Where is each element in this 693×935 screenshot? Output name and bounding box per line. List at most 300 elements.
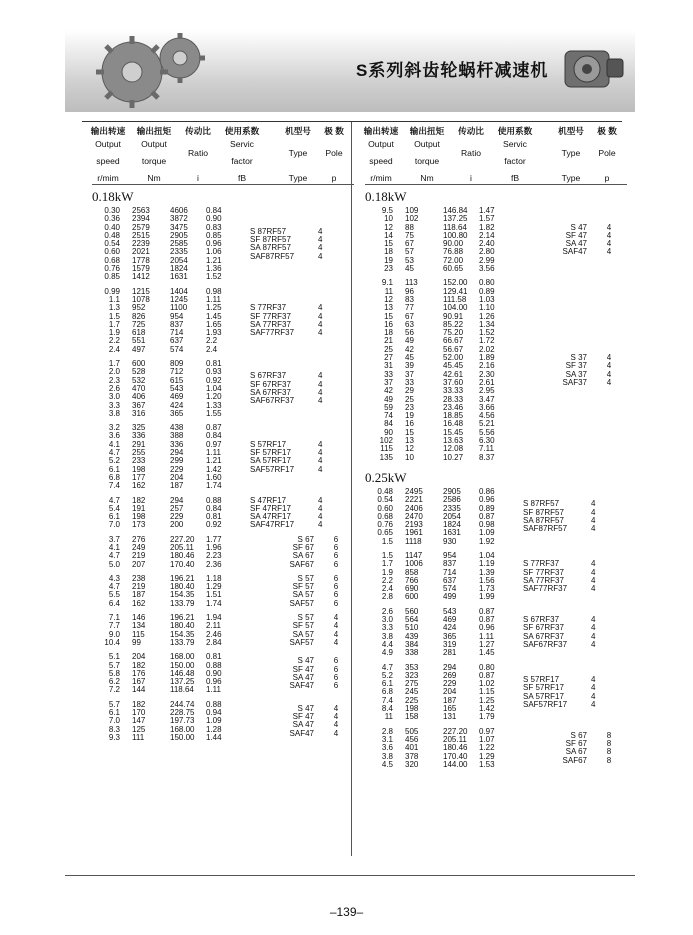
speed-cell: 6.1 (108, 708, 120, 718)
factor-cell: 0.89 (479, 503, 495, 513)
header-pole-en: Pole (598, 148, 616, 158)
ratio-cell: 4606 (170, 206, 188, 215)
model-type: S 67 (297, 534, 314, 544)
speed-cell: 6.1 (381, 679, 393, 689)
model-type: SF 67 (292, 542, 314, 552)
torque-cell: 2193 (405, 520, 423, 530)
ratio-cell: 129.41 (443, 286, 468, 296)
model-type: S 77RF37 (523, 559, 560, 569)
speed-cell: 0.60 (377, 503, 393, 513)
torque-cell: 134 (132, 621, 146, 631)
torque-cell: 33 (405, 377, 414, 387)
ratio-cell: 33.33 (443, 386, 464, 396)
ratio-cell: 37.60 (443, 377, 464, 387)
torque-cell: 99 (132, 637, 141, 647)
factor-cell: 0.87 (479, 615, 495, 625)
speed-cell: 15 (384, 311, 393, 321)
speed-cell: 9.0 (108, 629, 120, 639)
ratio-cell: 1824 (170, 264, 188, 274)
header-ratio-en: Ratio (460, 148, 482, 158)
header-torque-en1: Output (414, 139, 440, 149)
model-list (519, 608, 589, 658)
pole-value: 4 (318, 512, 323, 522)
model-type: SAF57 (289, 598, 314, 608)
factor-cell: 0.96 (206, 239, 222, 249)
ratio-cell: 2905 (170, 230, 188, 240)
pole-value: 8 (606, 739, 612, 749)
ratio-cell: 28.33 (443, 394, 464, 404)
ratio-cell: 954 (170, 311, 184, 321)
header-factor-unit: fB (237, 173, 247, 183)
ratio-cell: 146.84 (443, 206, 468, 215)
speed-cell: 25 (384, 344, 393, 354)
factor-cell: 0.81 (206, 512, 222, 522)
ratio-cell: 930 (443, 536, 457, 546)
ratio-cell: 180.46 (170, 551, 195, 561)
torque-cell: 1215 (132, 286, 150, 296)
ratio-cell: 150.00 (170, 732, 195, 742)
model-type: SA 57 (292, 629, 314, 639)
speed-cell: 5.8 (108, 668, 120, 678)
table-header (365, 123, 627, 185)
factor-cell: 1.20 (206, 392, 222, 402)
factor-cell: 0.83 (206, 222, 222, 232)
factor-cell: 1.52 (206, 272, 222, 282)
model-group (92, 497, 354, 530)
pole-value: 4 (318, 379, 323, 389)
header-type-unit: Type (288, 173, 308, 183)
factor-cell: 1.02 (479, 679, 495, 689)
speed-cell: 12 (384, 222, 393, 232)
factor-cell: 0.97 (206, 439, 222, 449)
torque-cell: 275 (405, 679, 419, 689)
torque-cell: 16 (405, 419, 414, 429)
ratio-cell: 180.46 (443, 743, 468, 753)
model-type: S 77RF37 (250, 303, 287, 313)
torque-cell: 177 (132, 472, 146, 482)
speed-cell: 135 (379, 452, 393, 462)
ratio-cell: 18.85 (443, 411, 464, 421)
pole-value: 4 (318, 520, 323, 530)
model-type: SAF57 (289, 637, 314, 647)
torque-cell: 219 (132, 582, 146, 592)
pole-value: 4 (606, 353, 612, 363)
header-factor-en1: Servic (230, 139, 254, 149)
model-type: SF 47RF17 (250, 503, 291, 513)
speed-cell: 13 (384, 303, 393, 313)
ratio-cell: 196.21 (170, 613, 195, 623)
ratio-cell: 294 (443, 662, 457, 672)
factor-cell: 2.95 (479, 386, 495, 396)
speed-cell: 0.36 (104, 214, 120, 224)
speed-cell: 2.3 (108, 375, 120, 385)
torque-cell: 49 (405, 336, 414, 346)
torque-cell: 1961 (405, 528, 423, 538)
factor-cell: 1.93 (206, 328, 222, 338)
pole-value: 4 (318, 439, 323, 449)
factor-cell: 0.81 (206, 652, 222, 662)
model-type: SAF67RF37 (250, 396, 295, 406)
ratio-cell: 336 (170, 439, 184, 449)
model-type: SF 37 (565, 361, 587, 371)
model-type: SA 87RF57 (523, 515, 564, 525)
ratio-cell: 45.45 (443, 361, 464, 371)
header-ratio-unit: i (470, 173, 472, 183)
ratio-cell: 1631 (443, 528, 461, 538)
factor-cell: 0.84 (206, 503, 222, 513)
factor-cell: 2.46 (206, 629, 222, 639)
model-type: SA 67 (292, 551, 314, 561)
factor-cell: 1.36 (206, 264, 222, 274)
pole-value: 6 (333, 672, 339, 682)
model-type: S 87RF57 (523, 499, 560, 509)
torque-cell: 2563 (132, 206, 150, 215)
pole-value: 4 (333, 621, 339, 631)
speed-cell: 3.3 (108, 400, 120, 410)
model-group (92, 575, 354, 608)
header-type-cn: 机型号 (285, 126, 311, 136)
ratio-cell: 133.79 (170, 637, 195, 647)
ratio-cell: 180.40 (170, 582, 195, 592)
ratio-cell: 180.40 (170, 621, 195, 631)
torque-cell: 384 (405, 639, 419, 649)
speed-cell: 2.6 (381, 606, 393, 616)
pole-value: 6 (333, 598, 339, 608)
speed-cell: 1.9 (381, 567, 393, 577)
torque-cell: 245 (405, 687, 419, 697)
pole-value: 4 (333, 613, 339, 623)
torque-cell: 39 (405, 361, 414, 371)
speed-cell: 0.48 (104, 230, 120, 240)
speed-cell: 1.5 (108, 311, 120, 321)
model-type: S 67RF37 (523, 615, 560, 625)
pole-value: 6 (333, 582, 339, 592)
ratio-cell: 837 (170, 319, 184, 329)
factor-cell: 1.28 (206, 724, 222, 734)
speed-cell: 4.4 (381, 639, 393, 649)
model-type: S 47 (297, 656, 314, 666)
speed-cell: 2.8 (381, 592, 393, 602)
header-pole-unit: p (331, 173, 337, 183)
torque-cell: 57 (405, 247, 414, 257)
model-type: SA 47RF17 (250, 512, 291, 522)
ratio-cell: 152.00 (443, 278, 468, 288)
factor-cell: 1.21 (206, 255, 222, 265)
ratio-cell: 52.00 (443, 353, 464, 363)
right-table-body (365, 187, 627, 769)
model-type: SA 77RF37 (523, 575, 564, 585)
model-type: SAF47 (289, 728, 314, 738)
factor-cell: 1.25 (206, 303, 222, 313)
pole-value: 4 (591, 584, 596, 594)
factor-cell: 5.56 (479, 427, 495, 437)
factor-cell: 0.87 (479, 606, 495, 616)
torque-cell: 2470 (405, 511, 423, 521)
factor-cell: 1.60 (206, 472, 222, 482)
model-type: SA 67 (565, 747, 587, 757)
factor-cell: 1.47 (479, 206, 495, 215)
model-type: SA 37 (565, 369, 587, 379)
ratio-cell: 269 (443, 670, 457, 680)
model-type: SF 67RF37 (250, 379, 291, 389)
factor-cell: 7.11 (479, 444, 494, 454)
speed-cell: 7.7 (108, 621, 120, 631)
pole-value: 4 (318, 311, 323, 321)
speed-cell: 7.4 (381, 695, 393, 705)
header-speed-en1: Output (368, 139, 394, 149)
ratio-cell: 72.00 (443, 255, 464, 265)
torque-cell: 826 (132, 311, 146, 321)
ratio-cell: 204 (170, 472, 184, 482)
speed-cell: 1.7 (381, 559, 393, 569)
factor-cell: 1.42 (206, 464, 222, 474)
pole-value: 8 (606, 730, 612, 740)
pole-value: 6 (333, 542, 339, 552)
ratio-cell: 66.67 (443, 336, 464, 346)
header-torque-en2: torque (141, 156, 167, 166)
ratio-cell: 200 (170, 520, 184, 530)
torque-cell: 600 (132, 359, 146, 369)
speed-cell: 18 (384, 328, 393, 338)
speed-cell: 0.54 (104, 239, 120, 249)
speed-cell: 3.6 (108, 431, 120, 441)
speed-cell: 1.7 (108, 359, 120, 369)
ratio-cell: 15.45 (443, 427, 464, 437)
ratio-cell: 712 (170, 367, 184, 377)
factor-cell: 1.94 (206, 613, 222, 623)
model-type: SF 47 (292, 712, 314, 722)
factor-cell: 1.42 (479, 704, 495, 714)
speed-cell: 2.0 (108, 367, 120, 377)
speed-cell: 4.1 (108, 542, 120, 552)
factor-cell: 2.4 (206, 344, 218, 354)
model-type: SAF57RF17 (250, 464, 295, 474)
header-factor-cn: 使用系数 (224, 126, 260, 136)
ratio-cell: 205.11 (170, 542, 194, 552)
pole-value: 4 (318, 371, 323, 381)
pole-list (316, 360, 354, 418)
torque-cell: 1579 (132, 264, 150, 274)
pole-value: 4 (591, 674, 596, 684)
torque-cell: 29 (405, 386, 414, 396)
factor-cell: 1.21 (206, 456, 222, 466)
speed-cell: 3.3 (381, 623, 393, 633)
ratio-cell: 499 (443, 592, 457, 602)
ratio-cell: 144.00 (443, 759, 468, 769)
model-type: S 57 (297, 573, 314, 583)
ratio-cell: 118.64 (170, 685, 194, 695)
speed-cell: 2.6 (108, 383, 120, 393)
pole-value: 4 (333, 712, 339, 722)
torque-cell: 96 (405, 286, 414, 296)
torque-cell: 276 (132, 534, 146, 544)
left-column (92, 123, 354, 748)
ratio-cell: 165 (443, 704, 457, 714)
speed-cell: 4.9 (381, 648, 393, 658)
header-pole-cn: 极 数 (597, 126, 617, 136)
torque-cell: 187 (132, 590, 146, 600)
pole-value: 4 (318, 448, 323, 458)
factor-cell: 1.15 (479, 687, 495, 697)
ratio-cell: 637 (443, 575, 457, 585)
header-torque-en2: torque (414, 156, 440, 166)
torque-cell: 10 (405, 452, 414, 462)
power-heading: 0.18kW (92, 189, 134, 204)
pole-list (316, 288, 354, 354)
factor-cell: 0.98 (479, 520, 495, 530)
pole-value: 4 (318, 503, 323, 513)
left-table-body (92, 187, 354, 742)
ratio-cell: 469 (443, 615, 457, 625)
ratio-cell: 154.35 (170, 629, 195, 639)
torque-cell: 323 (405, 670, 419, 680)
speed-cell: 4.7 (108, 582, 120, 592)
speed-cell: 6.2 (108, 677, 120, 687)
model-group (92, 614, 354, 647)
torque-cell: 564 (405, 615, 419, 625)
speed-cell: 0.99 (104, 286, 120, 296)
factor-cell: 0.90 (206, 668, 222, 678)
speed-cell: 1.9 (108, 328, 120, 338)
pole-list (316, 424, 354, 490)
model-type: SF 47 (565, 230, 587, 240)
ratio-cell: 2335 (443, 503, 461, 513)
speed-cell: 6.4 (108, 598, 120, 608)
ratio-cell: 196.21 (170, 573, 195, 583)
factor-cell: 0.80 (479, 278, 495, 288)
model-list (246, 701, 316, 742)
header-type-cn: 机型号 (558, 126, 584, 136)
model-type: SAF47 (562, 247, 587, 257)
table-header (92, 123, 354, 185)
model-group (365, 608, 627, 658)
torque-cell: 2021 (132, 247, 150, 257)
pole-value: 4 (606, 239, 612, 249)
gears-illustration-icon (92, 30, 212, 112)
header-ratio-cn: 传动比 (458, 126, 484, 136)
factor-cell: 0.96 (206, 677, 222, 687)
torque-cell: 173 (132, 520, 146, 530)
speed-cell: 1.1 (108, 294, 120, 304)
model-group (365, 488, 627, 546)
factor-cell: 1.52 (479, 328, 495, 338)
speed-cell: 3.2 (108, 423, 120, 433)
ratio-cell: 75.20 (443, 328, 464, 338)
speed-cell: 5.7 (108, 699, 120, 709)
header-factor-en2: factor (231, 156, 253, 166)
factor-cell: 1.89 (479, 353, 495, 363)
pole-list (589, 728, 627, 769)
model-group (92, 536, 354, 569)
speed-cell: 6.8 (381, 687, 393, 697)
speed-cell: 3.8 (381, 751, 393, 761)
torque-cell: 470 (132, 383, 146, 393)
header-ratio-unit: i (197, 173, 199, 183)
pole-value: 4 (591, 567, 596, 577)
ratio-cell: 257 (170, 503, 184, 513)
torque-cell: 255 (132, 448, 146, 458)
pole-list (316, 653, 354, 694)
torque-cell: 19 (405, 411, 414, 421)
torque-cell: 15 (405, 427, 414, 437)
header-torque-unit: Nm (420, 173, 434, 183)
speed-cell: 7.2 (108, 685, 120, 695)
speed-cell: 11 (384, 712, 393, 722)
factor-cell: 2.30 (479, 369, 495, 379)
ratio-cell: 1631 (170, 272, 188, 282)
pole-list (589, 552, 627, 602)
speed-cell: 1.3 (108, 303, 120, 313)
pole-value: 4 (318, 235, 323, 245)
speed-cell: 2.4 (381, 584, 393, 594)
torque-cell: 439 (405, 631, 419, 641)
pole-value: 6 (333, 534, 339, 544)
factor-cell: 0.87 (479, 511, 495, 521)
model-list (519, 728, 589, 769)
model-type: SA 87RF57 (250, 243, 291, 253)
model-type: SAF37 (562, 377, 587, 387)
header-ratio-cn: 传动比 (185, 126, 211, 136)
factor-cell: 2.14 (479, 230, 495, 240)
torque-cell: 320 (405, 759, 419, 769)
torque-cell: 2515 (132, 230, 150, 240)
speed-cell: 5.0 (108, 559, 120, 569)
pole-value: 4 (318, 464, 323, 474)
factor-cell: 1.22 (479, 743, 495, 753)
factor-cell: 1.65 (206, 319, 222, 329)
speed-cell: 0.85 (104, 272, 120, 282)
speed-cell: 21 (384, 336, 393, 346)
ratio-cell: 1404 (170, 286, 188, 296)
ratio-cell: 2585 (170, 239, 188, 249)
ratio-cell: 2335 (170, 247, 188, 257)
torque-cell: 2495 (405, 486, 423, 496)
factor-cell: 1.44 (206, 732, 222, 742)
model-list (246, 424, 316, 490)
pole-value: 4 (333, 703, 339, 713)
torque-cell: 401 (405, 743, 419, 753)
header-factor-cn: 使用系数 (497, 126, 533, 136)
factor-cell: 1.18 (206, 573, 222, 583)
title-divider (82, 121, 622, 122)
ratio-cell: 197.73 (170, 716, 195, 726)
torque-cell: 2394 (132, 214, 150, 224)
torque-cell: 198 (405, 704, 419, 714)
speed-cell: 2.8 (381, 726, 393, 736)
factor-cell: 5.21 (479, 419, 495, 429)
factor-cell: 1.57 (479, 214, 495, 224)
pole-value: 4 (591, 559, 596, 569)
factor-cell: 1.09 (206, 716, 222, 726)
torque-cell: 858 (405, 567, 419, 577)
torque-cell: 378 (405, 751, 419, 761)
torque-cell: 1118 (405, 536, 422, 546)
torque-cell: 63 (405, 319, 414, 329)
torque-cell: 45 (405, 353, 414, 363)
model-type: S 67 (570, 730, 587, 740)
pole-value: 4 (318, 396, 323, 406)
pole-value: 6 (333, 681, 339, 691)
model-group (92, 360, 354, 418)
torque-cell: 115 (132, 629, 145, 639)
ratio-cell: 1824 (443, 520, 461, 530)
speed-cell: 2.2 (381, 575, 393, 585)
torque-cell: 406 (132, 392, 146, 402)
factor-cell: 0.92 (206, 520, 222, 530)
ratio-cell: 228.75 (170, 708, 195, 718)
pole-value: 6 (333, 590, 339, 600)
model-list (519, 664, 589, 722)
